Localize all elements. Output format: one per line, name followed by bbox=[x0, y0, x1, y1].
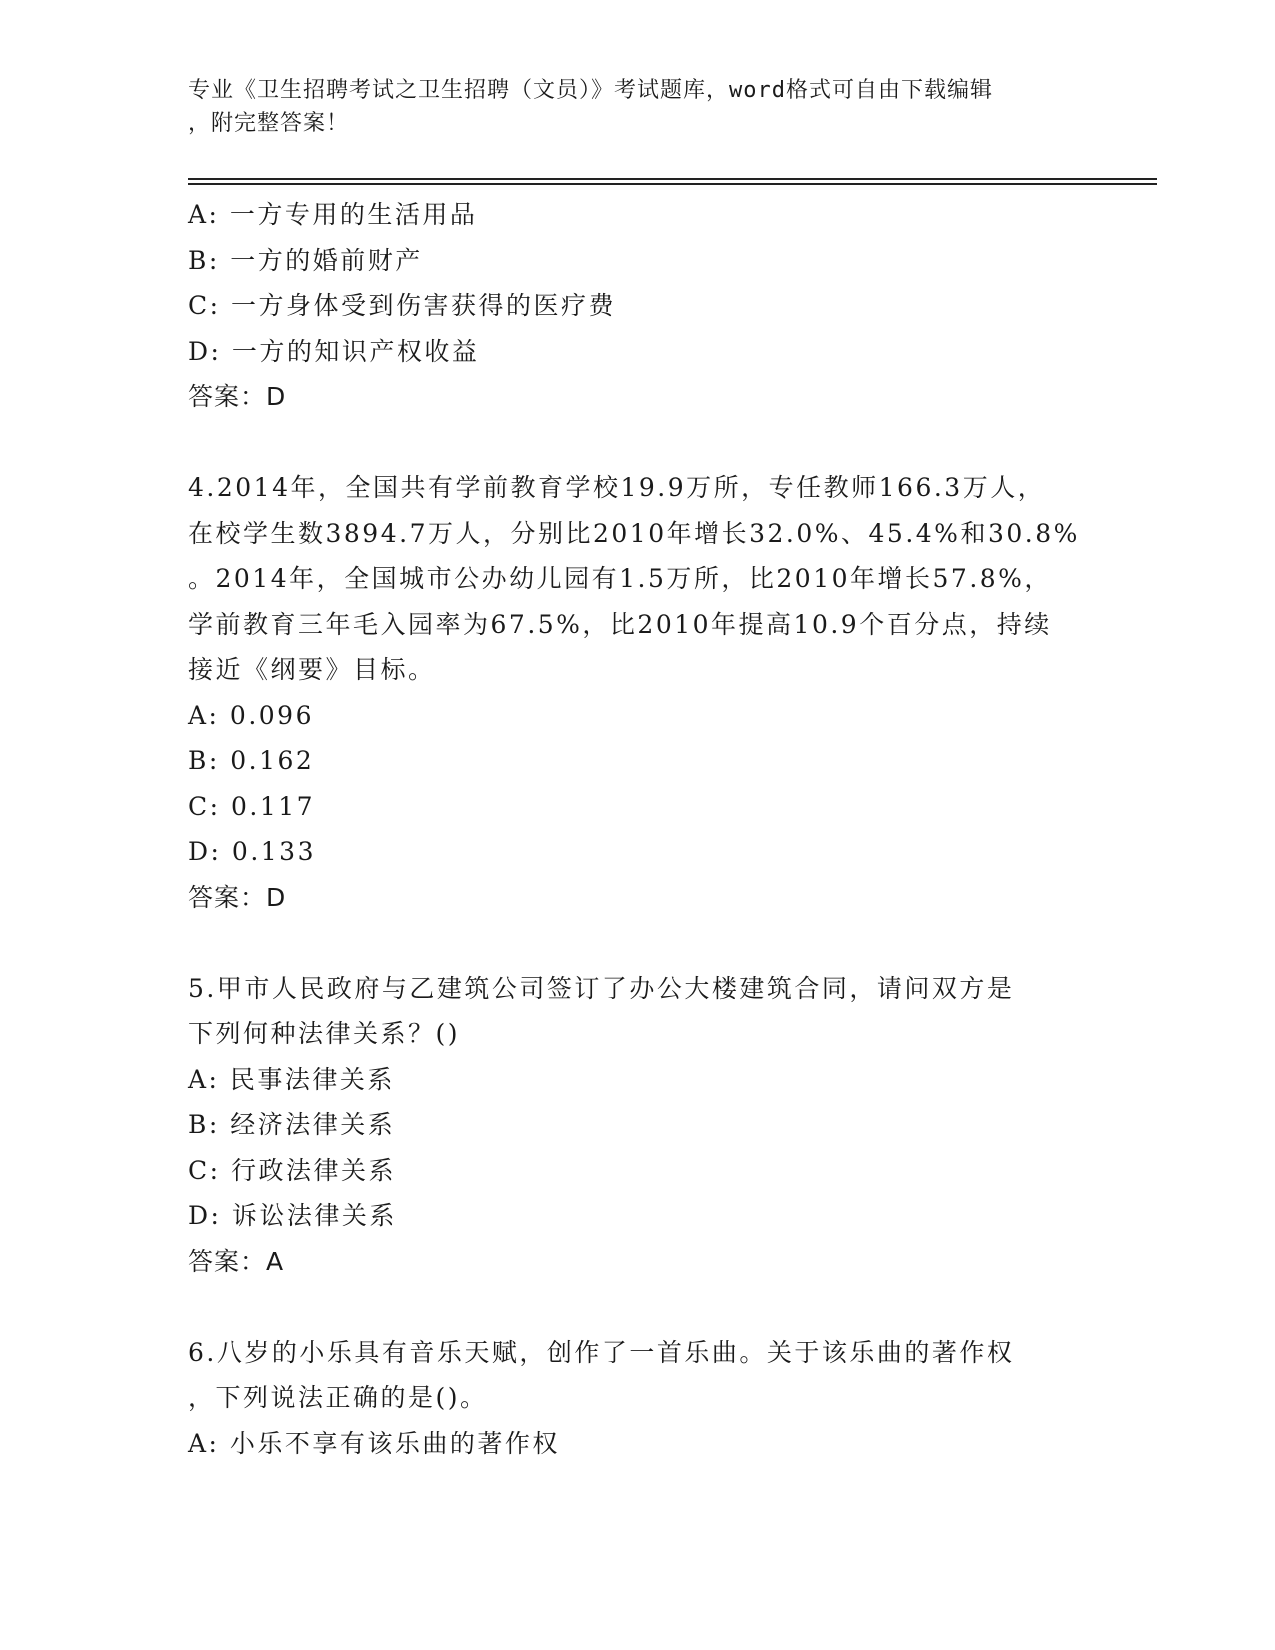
option-d: D: 一方的知识产权收益 bbox=[188, 336, 480, 366]
header-divider-bottom bbox=[188, 183, 1157, 185]
option-a: A: 0.096 bbox=[188, 700, 314, 730]
question-stem-line: 4.2014年，全国共有学前教育学校19.9万所，专任教师166.3万人， bbox=[188, 473, 1046, 502]
answer-label: 答案：A bbox=[188, 1246, 285, 1276]
question-stem-line: ，下列说法正确的是()。 bbox=[188, 1383, 488, 1412]
header-line-2: ，附完整答案！ bbox=[188, 111, 350, 136]
question-gap bbox=[188, 420, 1088, 466]
header-line-1: 专业《卫生招聘考试之卫生招聘（文员）》考试题库，word格式可自由下载编辑 bbox=[188, 78, 993, 103]
question-5 bbox=[188, 966, 1088, 1285]
question-gap bbox=[188, 920, 1088, 966]
option-b: B: 经济法律关系 bbox=[188, 1110, 396, 1139]
option-d: D: 诉讼法律关系 bbox=[188, 1201, 397, 1230]
option-c: C: 0.117 bbox=[188, 791, 316, 821]
option-b: B: 一方的婚前财产 bbox=[188, 245, 423, 275]
question-stem-line: 在校学生数3894.7万人，分别比2010年增长32.0%、45.4%和30.8% bbox=[188, 518, 1080, 548]
answer-label: 答案：D bbox=[188, 882, 287, 912]
option-b: B: 0.162 bbox=[188, 746, 315, 775]
document-header bbox=[188, 74, 1088, 140]
question-stem-line: 下列何种法律关系？() bbox=[188, 1019, 461, 1048]
question-6 bbox=[188, 1330, 1088, 1467]
answer-label: 答案：D bbox=[188, 382, 287, 411]
option-d: D: 0.133 bbox=[188, 837, 316, 866]
question-stem-line: 5.甲市人民政府与乙建筑公司签订了办公大楼建筑合同，请问双方是 bbox=[188, 973, 1015, 1003]
question-4 bbox=[188, 465, 1088, 920]
question-stem-line: 接近《纲要》目标。 bbox=[188, 655, 436, 684]
option-c: C: 行政法律关系 bbox=[188, 1155, 396, 1185]
header-divider-top bbox=[188, 178, 1157, 180]
question-stem-line: 学前教育三年毛入园率为67.5%，比2010年提高10.9个百分点，持续 bbox=[188, 609, 1052, 639]
question-list bbox=[188, 192, 1088, 1466]
option-a: A: 民事法律关系 bbox=[188, 1064, 395, 1094]
question-stem-line: 6.八岁的小乐具有音乐天赋，创作了一首乐曲。关于该乐曲的著作权 bbox=[188, 1337, 1015, 1367]
option-c: C: 一方身体受到伤害获得的医疗费 bbox=[188, 291, 616, 320]
question-stem-line: 。2014年，全国城市公办幼儿园有1.5万所，比2010年增长57.8%， bbox=[188, 564, 1052, 593]
question-gap bbox=[188, 1284, 1088, 1330]
option-a: A: 小乐不享有该乐曲的著作权 bbox=[188, 1428, 560, 1458]
question-3 bbox=[188, 192, 1088, 420]
option-a: A: 一方专用的生活用品 bbox=[188, 200, 478, 229]
